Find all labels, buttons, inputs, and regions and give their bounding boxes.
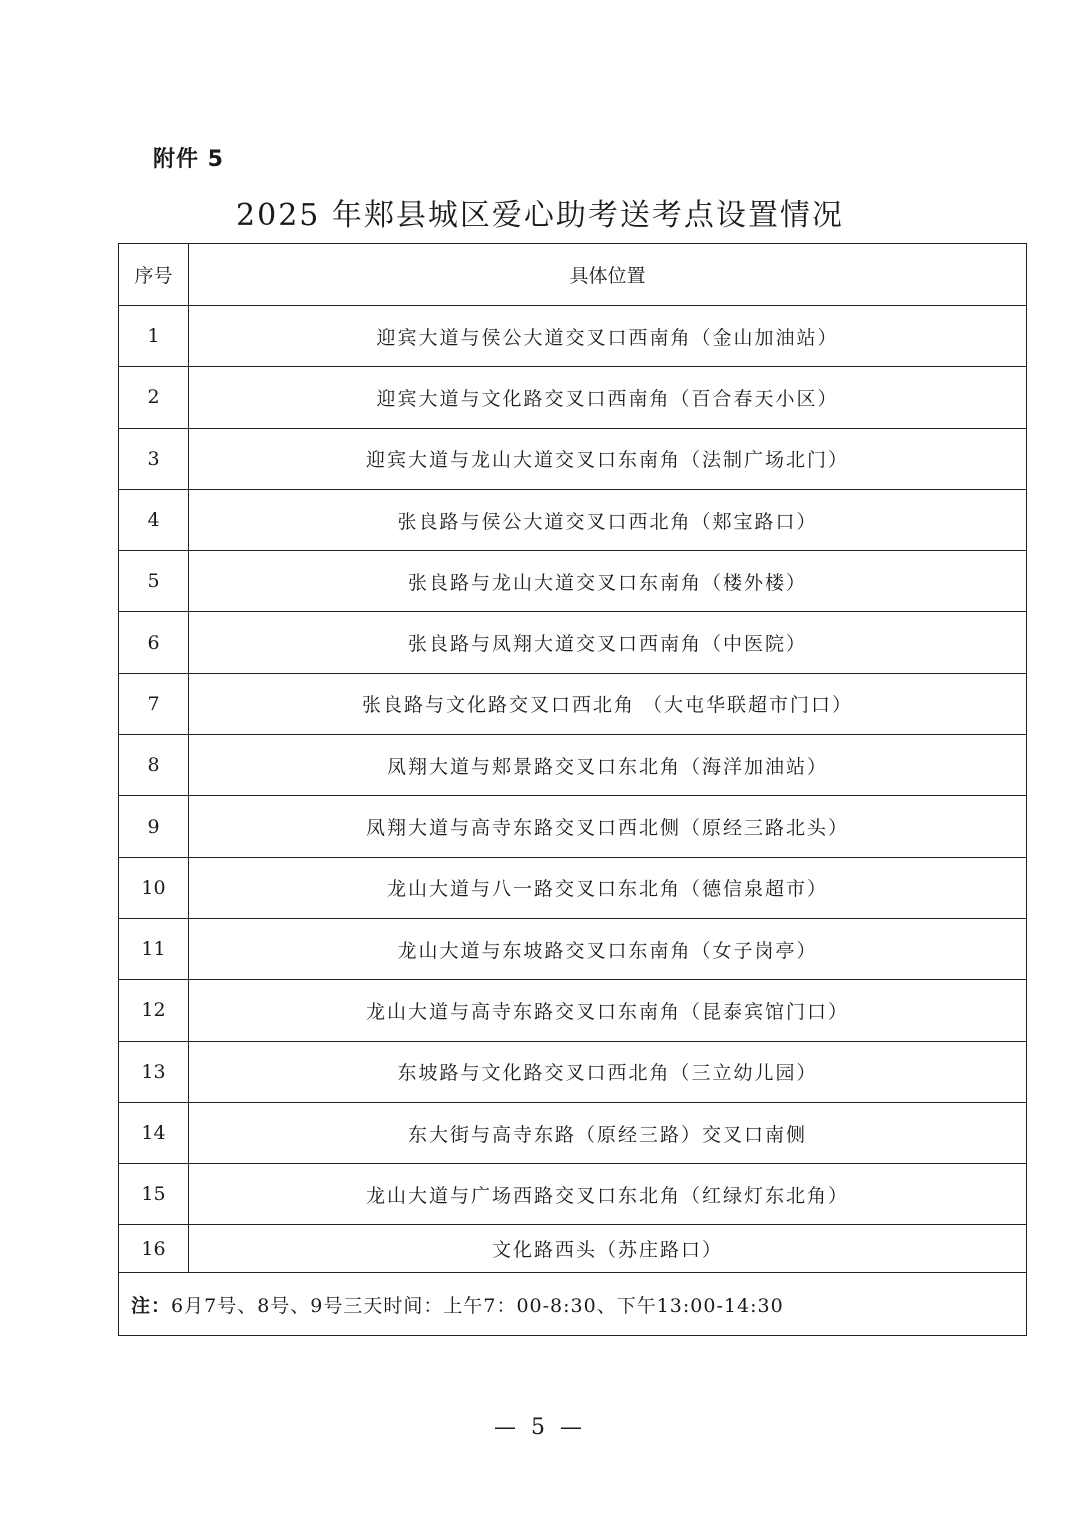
table-row [119, 367, 1027, 428]
row-location: 张良路与龙山大道交叉口东南角（楼外楼） [189, 551, 1027, 612]
header-location: 具体位置 [189, 244, 1027, 306]
table-row [119, 1225, 1027, 1273]
row-location: 东坡路与文化路交叉口西北角（三立幼儿园） [189, 1041, 1027, 1102]
row-number: 14 [119, 1102, 189, 1163]
row-number: 1 [119, 306, 189, 367]
row-number: 6 [119, 612, 189, 673]
row-location: 迎宾大道与龙山大道交叉口东南角（法制广场北门） [189, 428, 1027, 489]
table-header-row [119, 244, 1027, 306]
document-title: 2025 年郏县城区爱心助考送考点设置情况 [236, 198, 844, 233]
row-location: 龙山大道与东坡路交叉口东南角（女子岗亭） [189, 918, 1027, 979]
row-location: 迎宾大道与侯公大道交叉口西南角（金山加油站） [189, 306, 1027, 367]
row-location: 龙山大道与八一路交叉口东北角（德信泉超市） [189, 857, 1027, 918]
row-number: 4 [119, 489, 189, 550]
row-number: 5 [119, 551, 189, 612]
row-location: 凤翔大道与高寺东路交叉口西北侧（原经三路北头） [189, 796, 1027, 857]
table-row [119, 918, 1027, 979]
table-row [119, 1164, 1027, 1225]
row-location: 凤翔大道与郏景路交叉口东北角（海洋加油站） [189, 735, 1027, 796]
row-number: 16 [119, 1225, 189, 1273]
row-number: 11 [119, 918, 189, 979]
table-note-row [119, 1273, 1027, 1336]
table-row [119, 551, 1027, 612]
page-number: — 5 — [494, 1415, 586, 1440]
attachment-label: 附件 5 [153, 147, 224, 172]
table-row [119, 857, 1027, 918]
table-note [119, 1273, 1027, 1336]
row-number: 13 [119, 1041, 189, 1102]
row-location: 龙山大道与广场西路交叉口东北角（红绿灯东北角） [189, 1164, 1027, 1225]
note-prefix: 注： [131, 1294, 172, 1317]
table-row [119, 673, 1027, 734]
row-number: 12 [119, 980, 189, 1041]
site-table [118, 243, 1027, 1336]
table-row [119, 1041, 1027, 1102]
row-location: 张良路与文化路交叉口西北角 （大屯华联超市门口） [189, 673, 1027, 734]
row-location: 张良路与凤翔大道交叉口西南角（中医院） [189, 612, 1027, 673]
table-row [119, 428, 1027, 489]
table-row [119, 735, 1027, 796]
header-serial-number: 序号 [119, 244, 189, 306]
row-location: 龙山大道与高寺东路交叉口东南角（昆泰宾馆门口） [189, 980, 1027, 1041]
row-number: 10 [119, 857, 189, 918]
table-row [119, 612, 1027, 673]
row-number: 3 [119, 428, 189, 489]
row-location: 张良路与侯公大道交叉口西北角（郏宝路口） [189, 489, 1027, 550]
note-text: 6月7号、8号、9号三天时间：上午7：00-8:30、下午13:00-14:30 [171, 1294, 784, 1317]
row-number: 15 [119, 1164, 189, 1225]
table-row [119, 1102, 1027, 1163]
row-number: 7 [119, 673, 189, 734]
table-row [119, 489, 1027, 550]
row-number: 2 [119, 367, 189, 428]
row-location: 迎宾大道与文化路交叉口西南角（百合春天小区） [189, 367, 1027, 428]
row-location: 东大街与高寺东路（原经三路）交叉口南侧 [189, 1102, 1027, 1163]
row-number: 8 [119, 735, 189, 796]
row-number: 9 [119, 796, 189, 857]
table-row [119, 796, 1027, 857]
table-row [119, 980, 1027, 1041]
row-location: 文化路西头（苏庄路口） [189, 1225, 1027, 1273]
table-row [119, 306, 1027, 367]
